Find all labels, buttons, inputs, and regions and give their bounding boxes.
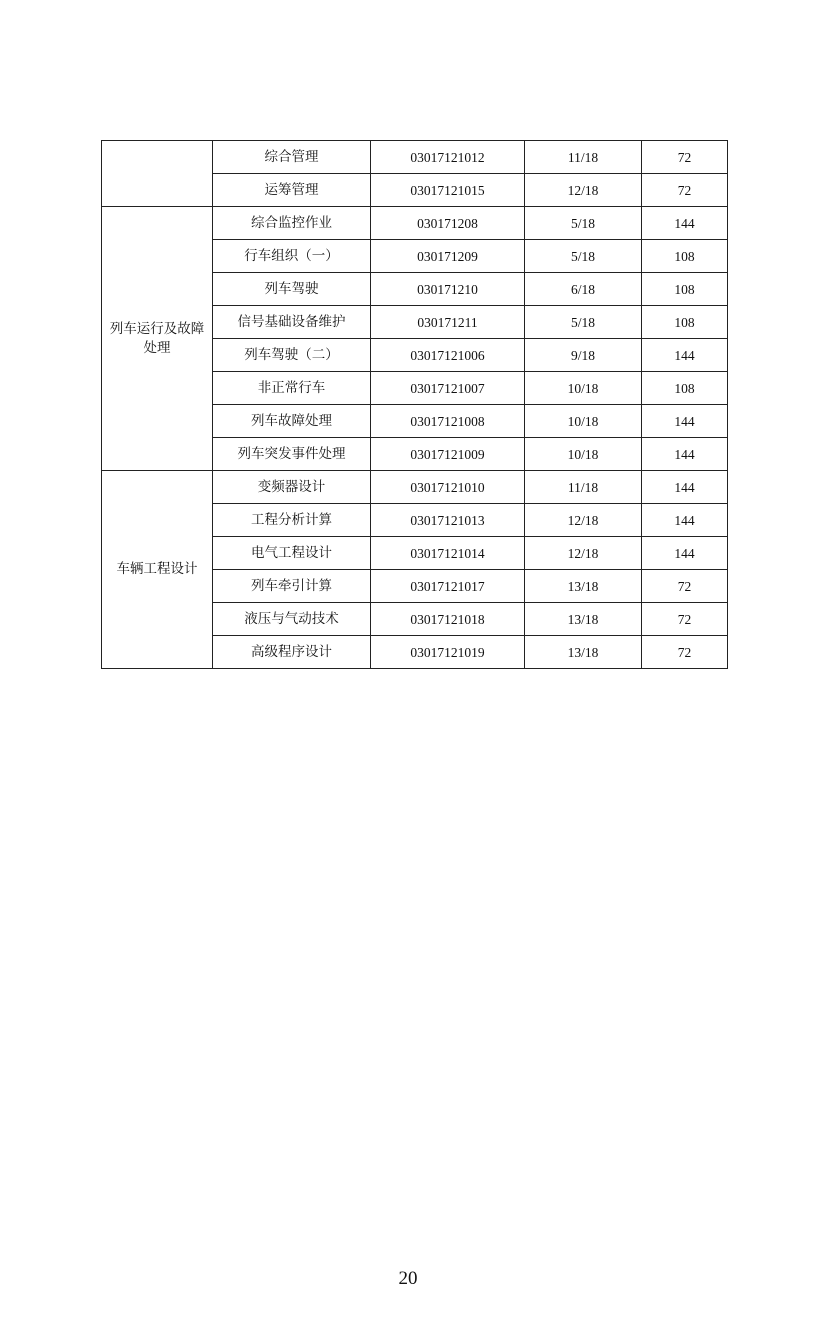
term-cell: 12/18 (525, 504, 642, 537)
table-row (102, 141, 728, 174)
hours-cell: 72 (642, 141, 728, 174)
course-name-cell: 行车组织（一） (213, 240, 371, 273)
course-code-cell: 03017121012 (371, 141, 525, 174)
hours-cell: 144 (642, 504, 728, 537)
course-code-cell: 03017121006 (371, 339, 525, 372)
course-name-cell: 工程分析计算 (213, 504, 371, 537)
group-label: 车辆工程设计 (116, 561, 198, 577)
course-name-cell: 综合管理 (213, 141, 371, 174)
course-code-cell: 03017121008 (371, 405, 525, 438)
hours-cell: 108 (642, 273, 728, 306)
term-cell: 13/18 (525, 570, 642, 603)
term-cell: 11/18 (525, 471, 642, 504)
group-cell (102, 471, 213, 669)
term-cell: 10/18 (525, 405, 642, 438)
hours-cell: 144 (642, 438, 728, 471)
group-cell (102, 141, 213, 207)
hours-cell: 108 (642, 306, 728, 339)
course-code-cell: 03017121010 (371, 471, 525, 504)
hours-cell: 144 (642, 537, 728, 570)
term-cell: 5/18 (525, 207, 642, 240)
course-name-cell: 运筹管理 (213, 174, 371, 207)
course-code-cell: 030171208 (371, 207, 525, 240)
term-cell: 10/18 (525, 372, 642, 405)
group-label: 列车运行及故障处理 (109, 320, 205, 356)
course-name-cell: 列车突发事件处理 (213, 438, 371, 471)
hours-cell: 72 (642, 603, 728, 636)
hours-cell: 108 (642, 240, 728, 273)
course-name-cell: 液压与气动技术 (213, 603, 371, 636)
course-code-cell: 03017121007 (371, 372, 525, 405)
course-code-cell: 03017121017 (371, 570, 525, 603)
course-name-cell: 信号基础设备维护 (213, 306, 371, 339)
course-name-cell: 变频器设计 (213, 471, 371, 504)
course-name-cell: 综合监控作业 (213, 207, 371, 240)
term-cell: 11/18 (525, 141, 642, 174)
course-name-cell: 非正常行车 (213, 372, 371, 405)
course-name-cell: 列车驾驶 (213, 273, 371, 306)
course-name-cell: 高级程序设计 (213, 636, 371, 669)
term-cell: 9/18 (525, 339, 642, 372)
term-cell: 13/18 (525, 603, 642, 636)
term-cell: 10/18 (525, 438, 642, 471)
course-code-cell: 03017121015 (371, 174, 525, 207)
table-row (102, 207, 728, 240)
hours-cell: 72 (642, 636, 728, 669)
group-cell (102, 207, 213, 471)
course-code-cell: 030171209 (371, 240, 525, 273)
course-code-cell: 03017121019 (371, 636, 525, 669)
course-code-cell: 030171211 (371, 306, 525, 339)
hours-cell: 144 (642, 207, 728, 240)
hours-cell: 72 (642, 174, 728, 207)
term-cell: 12/18 (525, 174, 642, 207)
course-name-cell: 列车牵引计算 (213, 570, 371, 603)
term-cell: 13/18 (525, 636, 642, 669)
term-cell: 12/18 (525, 537, 642, 570)
course-code-cell: 03017121009 (371, 438, 525, 471)
course-name-cell: 列车驾驶（二） (213, 339, 371, 372)
course-code-cell: 03017121018 (371, 603, 525, 636)
hours-cell: 144 (642, 405, 728, 438)
hours-cell: 144 (642, 471, 728, 504)
term-cell: 5/18 (525, 306, 642, 339)
term-cell: 6/18 (525, 273, 642, 306)
hours-cell: 144 (642, 339, 728, 372)
course-code-cell: 03017121013 (371, 504, 525, 537)
course-code-cell: 03017121014 (371, 537, 525, 570)
course-code-cell: 030171210 (371, 273, 525, 306)
hours-cell: 72 (642, 570, 728, 603)
table-row (102, 471, 728, 504)
term-cell: 5/18 (525, 240, 642, 273)
page-number: 20 (398, 1268, 418, 1289)
course-name-cell: 列车故障处理 (213, 405, 371, 438)
course-table (101, 140, 728, 669)
hours-cell: 108 (642, 372, 728, 405)
course-name-cell: 电气工程设计 (213, 537, 371, 570)
